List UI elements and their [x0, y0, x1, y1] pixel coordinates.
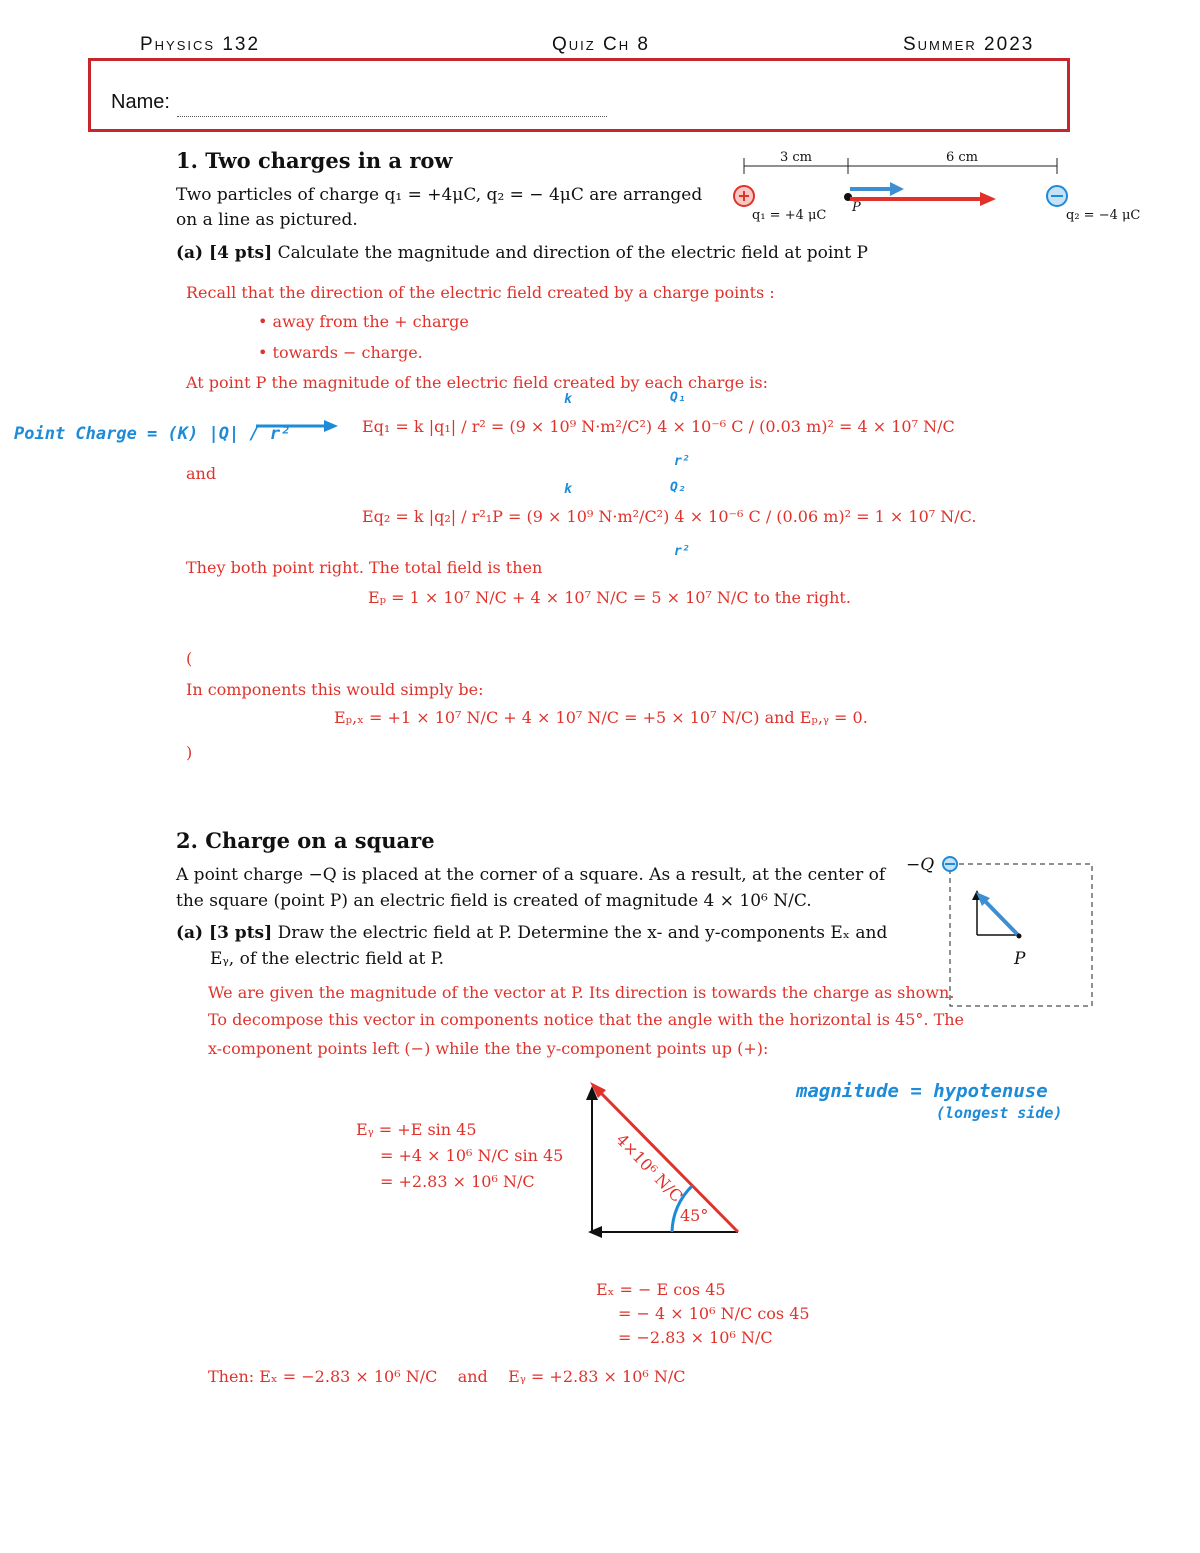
eq-eq1: Eq₁ = k |q₁| / r² = (9 × 10⁹ N·m²/C²) 4 × 10⁻⁶ C / (0.03 m)² = 4 × 10⁷ N/C	[362, 417, 955, 436]
q1-part-a-label: (a) [4 pts]	[176, 243, 273, 263]
ey-line1: Eᵧ = +E sin 45	[356, 1120, 477, 1139]
header-term: Summer 2023	[903, 34, 1035, 55]
q1-part-a	[176, 240, 868, 266]
q2-title: 2. Charge on a square	[176, 828, 435, 853]
minus-q-label: −Q	[906, 855, 935, 875]
eq-eq2: Eq₂ = k |q₂| / r²₁P = (9 × 10⁹ N·m²/C²) 4 × 10⁻⁶ C / (0.06 m)² = 1 × 10⁷ N/C.	[362, 507, 977, 526]
component-triangle	[580, 1076, 750, 1242]
angle-label: 45°	[680, 1206, 709, 1225]
eq-components: Eₚ,ₓ = +1 × 10⁷ N/C + 4 × 10⁷ N/C = +5 × 10⁷ N/C) and Eₚ,ᵧ = 0.	[334, 708, 868, 727]
hypotenuse-arrow	[598, 1090, 738, 1232]
ex-line1: Eₓ = − E cos 45	[596, 1280, 726, 1299]
bullet-towards-text: towards − charge.	[272, 343, 423, 362]
handwritten-magnitude: magnitude = hypotenuse	[796, 1080, 1048, 1102]
q2-part-a-line1	[176, 920, 887, 946]
at-point-text: At point P the magnitude of the electric field created by each charge is:	[186, 373, 768, 392]
triangle-magnitude-label: 4×10⁶ N/C	[612, 1130, 687, 1206]
ex-line2: = − 4 × 10⁶ N/C cos 45	[618, 1304, 810, 1323]
name-label: Name:	[111, 91, 170, 113]
given-line3: x-component points left (−) while the the y-component points up (+):	[208, 1039, 769, 1058]
q2-label: q₂ = −4 μC	[1066, 208, 1141, 223]
q2-point-p-label: P	[1014, 949, 1026, 969]
name-box	[88, 58, 1070, 132]
name-line[interactable]	[177, 116, 607, 117]
q1-title: 1. Two charges in a row	[176, 148, 453, 173]
q2-part-a-line2: Eᵧ, of the electric field at P.	[210, 949, 445, 969]
final-components: Then: Eₓ = −2.83 × 10⁶ N/C and Eᵧ = +2.83 × 10⁶ N/C	[208, 1367, 686, 1386]
q2-part-a-label: (a) [3 pts]	[176, 923, 273, 943]
paren-close: )	[186, 743, 193, 762]
bullet-away-text: away from the + charge	[272, 312, 469, 331]
and-text: and	[186, 464, 217, 483]
handwritten-k-2: k	[564, 482, 572, 497]
given-line2: To decompose this vector in components notice that the angle with the horizontal is 45°. The	[208, 1010, 965, 1029]
recall-text: Recall that the direction of the electric field created by a charge points :	[186, 283, 775, 302]
handwritten-point-charge: Point Charge = (K) |Q| / r²	[14, 424, 291, 444]
q1-intro-line2: on a line as pictured.	[176, 210, 358, 230]
handwritten-q2: Q₂	[670, 480, 686, 495]
header-course: Physics 132	[140, 34, 261, 55]
given-line1: We are given the magnitude of the vector at P. Its direction is towards the charge as shown.	[208, 983, 955, 1002]
point-p-label: P	[852, 200, 861, 215]
paren-open: (	[186, 649, 193, 668]
dist-6cm: 6 cm	[946, 150, 979, 165]
bullet-away: • away from the + charge	[258, 312, 469, 331]
q1-part-a-text: Calculate the magnitude and direction of the electric field at point P	[277, 243, 868, 263]
handwritten-q1: Q₁	[670, 390, 686, 405]
handwritten-k-1: k	[564, 392, 572, 407]
components-intro: In components this would simply be:	[186, 680, 484, 699]
handwritten-r2-2: r²	[674, 544, 690, 559]
q1-label: q₁ = +4 μC	[752, 208, 827, 223]
header-quiz: Quiz Ch 8	[552, 34, 650, 55]
bullet-towards: • towards − charge.	[258, 343, 423, 362]
dist-3cm: 3 cm	[780, 150, 813, 165]
both-right-text: They both point right. The total field is then	[186, 558, 543, 577]
q2-intro-line2: the square (point P) an electric field is created of magnitude 4 × 10⁶ N/C.	[176, 891, 812, 911]
q2-part-a-text1: Draw the electric field at P. Determine the x- and y-components Eₓ and	[277, 923, 888, 943]
ex-line3: = −2.83 × 10⁶ N/C	[618, 1328, 773, 1347]
q1-intro-line1: Two particles of charge q₁ = +4μC, q₂ = − 4μC are arranged	[176, 185, 703, 205]
ey-line2: = +4 × 10⁶ N/C sin 45	[380, 1146, 564, 1165]
handwritten-arrow	[254, 416, 340, 436]
ey-line3: = +2.83 × 10⁶ N/C	[380, 1172, 535, 1191]
eq-total: Eₚ = 1 × 10⁷ N/C + 4 × 10⁷ N/C = 5 × 10⁷ N/C to the right.	[368, 588, 851, 607]
handwritten-r2-1: r²	[674, 454, 690, 469]
q2-intro-line1: A point charge −Q is placed at the corner of a square. As a result, at the center of	[176, 865, 886, 885]
handwritten-longest-side: (longest side)	[936, 1104, 1063, 1122]
field-vector-arrow	[982, 898, 1018, 935]
